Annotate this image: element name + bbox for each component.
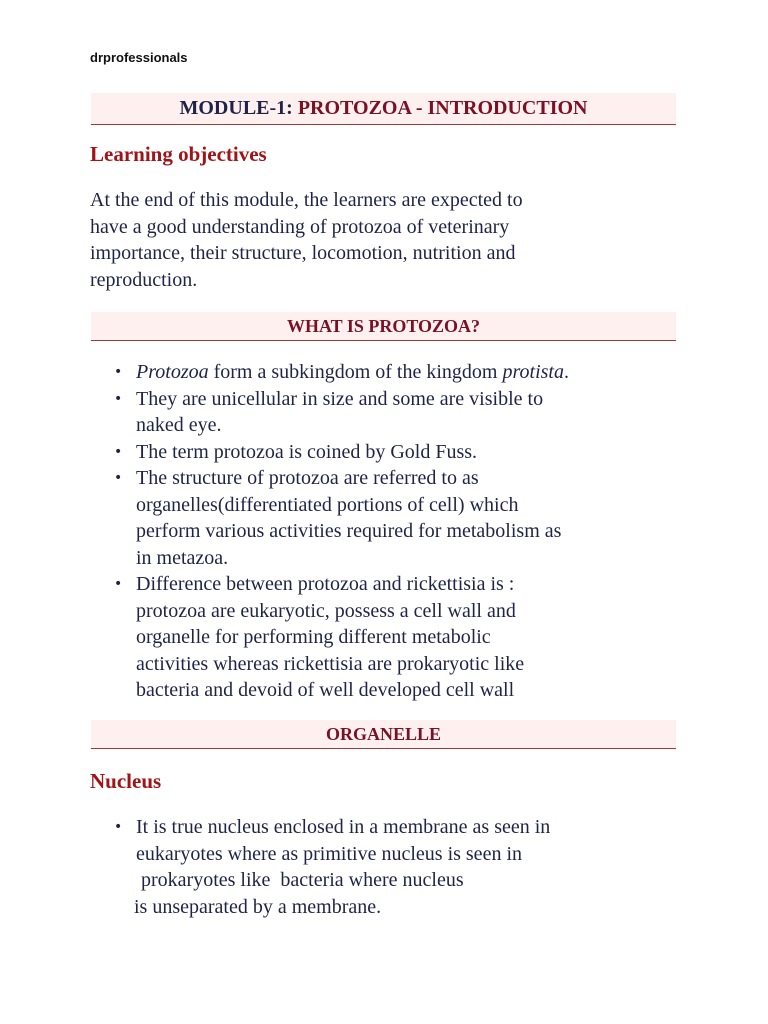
text-line: Difference between protozoa and rickettisia is : xyxy=(136,573,515,595)
nucleus-heading: Nucleus xyxy=(90,769,162,793)
italic-term: protista xyxy=(502,361,564,383)
text-line: eukaryotes where as primitive nucleus is seen in xyxy=(136,842,522,865)
learning-objectives-text xyxy=(90,187,690,293)
organelle-band: ORGANELLE xyxy=(91,720,676,749)
bullet-icon: • xyxy=(114,390,123,407)
text-line: importance, their structure, locomotion, nutrition and xyxy=(90,242,516,264)
bullet-icon: • xyxy=(114,819,123,835)
nucleus-list xyxy=(90,814,690,920)
text-line: prokaryotes like bacteria where nucleus xyxy=(136,869,464,891)
text-line: perform various activities required for metabolism as xyxy=(136,520,562,542)
list-item xyxy=(90,386,690,439)
text-line: They are unicellular in size and some are visible to xyxy=(136,387,544,410)
module-title-band xyxy=(91,93,676,125)
list-item xyxy=(90,571,690,704)
bullet-icon: • xyxy=(114,576,123,592)
bullet-icon: • xyxy=(114,470,123,486)
text-segment: . xyxy=(563,361,569,383)
text-line: The term protozoa is coined by Gold Fuss. xyxy=(136,440,478,463)
text-segment: form a subkingdom of the kingdom xyxy=(208,361,503,383)
list-item xyxy=(90,814,690,920)
text-line: At the end of this module, the learners are expected to xyxy=(90,189,523,211)
text-line: have a good understanding of protozoa of veterinary xyxy=(90,215,510,238)
bullet-icon: • xyxy=(114,364,123,380)
what-is-protozoa-band: WHAT IS PROTOZOA? xyxy=(91,312,676,341)
brand-watermark: drprofessionals xyxy=(90,50,188,65)
text-line: It is true nucleus enclosed in a membrane as seen in xyxy=(136,816,551,838)
bullet-icon: • xyxy=(114,443,123,460)
module-subject: PROTOZOA - INTRODUCTION xyxy=(292,97,588,119)
module-number: MODULE-1: xyxy=(179,97,293,119)
text-line: reproduction. xyxy=(90,268,198,291)
text-line: naked eye. xyxy=(136,414,222,436)
text-line: organelle for performing different metabolic xyxy=(136,626,491,648)
text-line: organelles(differentiated portions of cell) which xyxy=(136,493,519,516)
text-line: The structure of protozoa are referred to as xyxy=(136,467,479,489)
text-line: protozoa are eukaryotic, possess a cell wall and xyxy=(136,599,516,622)
list-item xyxy=(90,465,690,571)
protozoa-facts-list xyxy=(90,359,690,704)
text-line: in metazoa. xyxy=(136,546,229,569)
text-line: is unseparated by a membrane. xyxy=(134,895,382,918)
text-line xyxy=(136,359,690,386)
italic-term: Protozoa xyxy=(136,361,209,383)
text-line: bacteria and devoid of well developed cell wall xyxy=(136,679,515,701)
text-line: activities whereas rickettisia are prokaryotic like xyxy=(136,652,525,675)
list-item xyxy=(90,359,690,386)
learning-objectives-heading: Learning objectives xyxy=(90,142,267,166)
list-item xyxy=(90,439,690,466)
